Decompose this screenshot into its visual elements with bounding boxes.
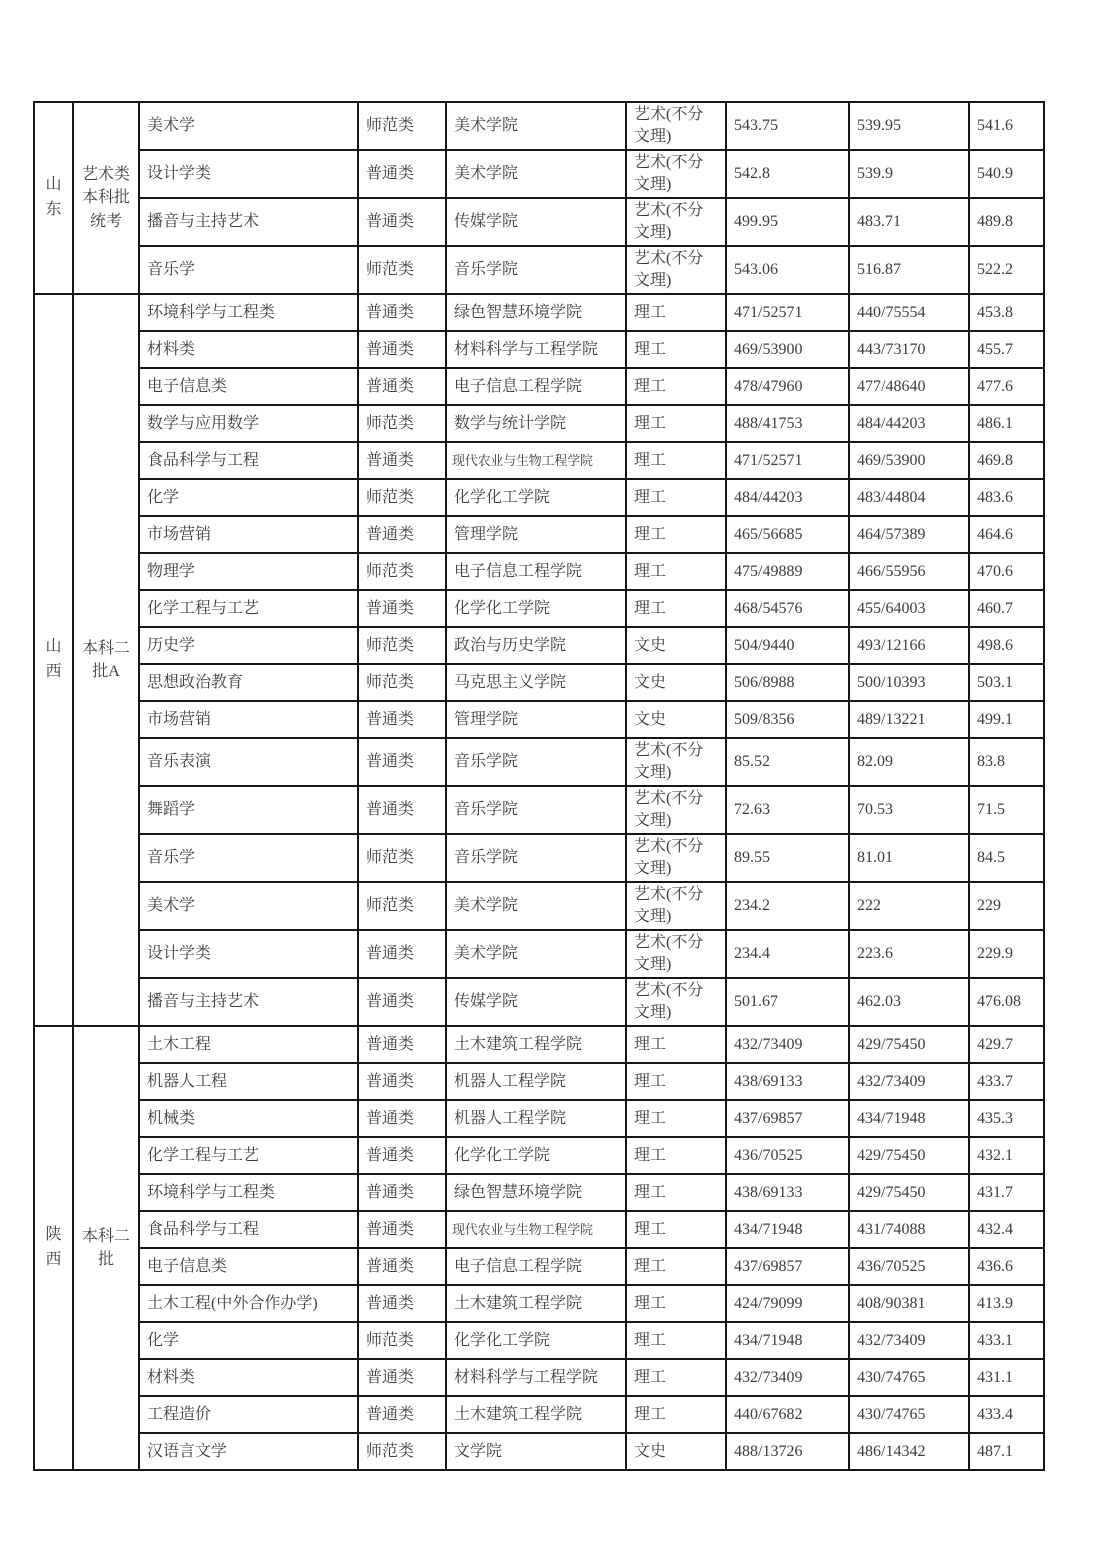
score-1-cell: 437/69857	[726, 1248, 849, 1285]
score-1-cell: 436/70525	[726, 1137, 849, 1174]
score-2-cell: 222	[849, 882, 969, 930]
subject-category-cell: 文史	[626, 627, 726, 664]
score-2-cell: 430/74765	[849, 1359, 969, 1396]
major-cell: 思想政治教育	[139, 664, 358, 701]
score-2-cell: 443/73170	[849, 331, 969, 368]
score-2-cell: 466/55956	[849, 553, 969, 590]
admission-type-cell: 普通类	[358, 294, 446, 331]
admission-type-cell: 普通类	[358, 1063, 446, 1100]
major-cell: 化学	[139, 1322, 358, 1359]
score-3-cell: 498.6	[969, 627, 1044, 664]
college-cell: 土木建筑工程学院	[446, 1285, 626, 1322]
major-cell: 机器人工程	[139, 1063, 358, 1100]
score-2-cell: 477/48640	[849, 368, 969, 405]
admission-type-cell: 师范类	[358, 664, 446, 701]
score-2-cell: 486/14342	[849, 1433, 969, 1470]
subject-category-cell: 理工	[626, 1322, 726, 1359]
college-cell: 美术学院	[446, 102, 626, 150]
table-row	[34, 1359, 1044, 1396]
table-row	[34, 664, 1044, 701]
score-2-cell: 539.95	[849, 102, 969, 150]
college-cell: 音乐学院	[446, 786, 626, 834]
subject-category-cell: 理工	[626, 1248, 726, 1285]
score-2-cell: 431/74088	[849, 1211, 969, 1248]
college-cell: 化学化工学院	[446, 1322, 626, 1359]
subject-category-cell: 理工	[626, 1211, 726, 1248]
subject-category-cell: 艺术(不分文理)	[626, 102, 726, 150]
score-2-cell: 469/53900	[849, 442, 969, 479]
major-cell: 播音与主持艺术	[139, 978, 358, 1026]
score-2-cell: 516.87	[849, 246, 969, 294]
province-cell	[34, 102, 73, 294]
college-cell: 美术学院	[446, 150, 626, 198]
college-cell: 土木建筑工程学院	[446, 1396, 626, 1433]
major-cell: 化学	[139, 479, 358, 516]
score-3-cell: 431.7	[969, 1174, 1044, 1211]
admission-score-table	[33, 101, 1045, 1471]
score-3-cell: 489.8	[969, 198, 1044, 246]
major-cell: 物理学	[139, 553, 358, 590]
admission-type-cell: 师范类	[358, 405, 446, 442]
admission-type-cell: 普通类	[358, 1359, 446, 1396]
score-2-cell: 483.71	[849, 198, 969, 246]
subject-category-cell: 理工	[626, 516, 726, 553]
score-2-cell: 464/57389	[849, 516, 969, 553]
score-1-cell: 488/13726	[726, 1433, 849, 1470]
admission-type-cell: 师范类	[358, 627, 446, 664]
admission-type-cell: 师范类	[358, 1322, 446, 1359]
score-3-cell: 432.4	[969, 1211, 1044, 1248]
college-cell: 材料科学与工程学院	[446, 331, 626, 368]
score-2-cell: 434/71948	[849, 1100, 969, 1137]
table-row	[34, 442, 1044, 479]
college-cell: 管理学院	[446, 516, 626, 553]
admission-type-cell: 普通类	[358, 1248, 446, 1285]
score-1-cell: 504/9440	[726, 627, 849, 664]
college-cell: 传媒学院	[446, 198, 626, 246]
score-2-cell: 455/64003	[849, 590, 969, 627]
score-3-cell: 433.4	[969, 1396, 1044, 1433]
score-1-cell: 434/71948	[726, 1211, 849, 1248]
subject-category-cell: 文史	[626, 1433, 726, 1470]
score-1-cell: 488/41753	[726, 405, 849, 442]
admission-type-cell: 普通类	[358, 368, 446, 405]
score-3-cell: 429.7	[969, 1026, 1044, 1063]
score-3-cell: 435.3	[969, 1100, 1044, 1137]
major-cell: 土木工程	[139, 1026, 358, 1063]
admission-type-cell: 普通类	[358, 516, 446, 553]
subject-category-cell: 理工	[626, 479, 726, 516]
major-cell: 材料类	[139, 1359, 358, 1396]
table-row	[34, 701, 1044, 738]
subject-category-cell: 理工	[626, 294, 726, 331]
score-2-cell: 432/73409	[849, 1063, 969, 1100]
subject-category-cell: 理工	[626, 1026, 726, 1063]
province-cell	[34, 1026, 73, 1470]
admission-type-cell: 师范类	[358, 834, 446, 882]
score-3-cell: 483.6	[969, 479, 1044, 516]
score-2-cell: 408/90381	[849, 1285, 969, 1322]
subject-category-cell: 艺术(不分文理)	[626, 930, 726, 978]
score-3-cell: 469.8	[969, 442, 1044, 479]
province-label: 陕西	[45, 1226, 62, 1268]
table-row	[34, 331, 1044, 368]
admission-type-cell: 普通类	[358, 930, 446, 978]
score-1-cell: 234.2	[726, 882, 849, 930]
score-2-cell: 429/75450	[849, 1174, 969, 1211]
score-3-cell: 486.1	[969, 405, 1044, 442]
admission-type-cell: 普通类	[358, 701, 446, 738]
table-row	[34, 1285, 1044, 1322]
score-2-cell: 436/70525	[849, 1248, 969, 1285]
table-row	[34, 198, 1044, 246]
score-1-cell: 438/69133	[726, 1174, 849, 1211]
college-cell: 化学化工学院	[446, 1137, 626, 1174]
score-2-cell: 440/75554	[849, 294, 969, 331]
table-row	[34, 479, 1044, 516]
table-row	[34, 405, 1044, 442]
score-1-cell: 471/52571	[726, 294, 849, 331]
college-cell: 现代农业与生物工程学院	[446, 1211, 626, 1248]
score-2-cell: 429/75450	[849, 1137, 969, 1174]
table-row	[34, 627, 1044, 664]
major-cell: 舞蹈学	[139, 786, 358, 834]
subject-category-cell: 理工	[626, 1063, 726, 1100]
major-cell: 电子信息类	[139, 368, 358, 405]
admission-type-cell: 普通类	[358, 1211, 446, 1248]
score-1-cell: 499.95	[726, 198, 849, 246]
major-cell: 食品科学与工程	[139, 1211, 358, 1248]
table-row	[34, 1063, 1044, 1100]
score-2-cell: 429/75450	[849, 1026, 969, 1063]
subject-category-cell: 理工	[626, 368, 726, 405]
score-1-cell: 475/49889	[726, 553, 849, 590]
admission-type-cell: 普通类	[358, 1396, 446, 1433]
score-2-cell: 430/74765	[849, 1396, 969, 1433]
score-3-cell: 431.1	[969, 1359, 1044, 1396]
college-cell: 机器人工程学院	[446, 1100, 626, 1137]
table-row	[34, 516, 1044, 553]
admission-type-cell: 师范类	[358, 102, 446, 150]
major-cell: 市场营销	[139, 701, 358, 738]
score-3-cell: 229	[969, 882, 1044, 930]
subject-category-cell: 艺术(不分文理)	[626, 834, 726, 882]
college-cell: 音乐学院	[446, 834, 626, 882]
major-cell: 食品科学与工程	[139, 442, 358, 479]
table-row	[34, 1100, 1044, 1137]
score-1-cell: 424/79099	[726, 1285, 849, 1322]
score-3-cell: 460.7	[969, 590, 1044, 627]
major-cell: 历史学	[139, 627, 358, 664]
score-3-cell: 83.8	[969, 738, 1044, 786]
major-cell: 土木工程(中外合作办学)	[139, 1285, 358, 1322]
subject-category-cell: 理工	[626, 1285, 726, 1322]
score-3-cell: 476.08	[969, 978, 1044, 1026]
table-row	[34, 738, 1044, 786]
score-3-cell: 503.1	[969, 664, 1044, 701]
major-cell: 音乐学	[139, 246, 358, 294]
subject-category-cell: 理工	[626, 442, 726, 479]
major-cell: 设计学类	[139, 150, 358, 198]
score-3-cell: 540.9	[969, 150, 1044, 198]
score-3-cell: 522.2	[969, 246, 1044, 294]
score-1-cell: 471/52571	[726, 442, 849, 479]
college-cell: 材料科学与工程学院	[446, 1359, 626, 1396]
major-cell: 机械类	[139, 1100, 358, 1137]
score-1-cell: 85.52	[726, 738, 849, 786]
score-1-cell: 468/54576	[726, 590, 849, 627]
college-cell: 管理学院	[446, 701, 626, 738]
score-1-cell: 484/44203	[726, 479, 849, 516]
table-row	[34, 294, 1044, 331]
score-3-cell: 432.1	[969, 1137, 1044, 1174]
college-cell: 电子信息工程学院	[446, 1248, 626, 1285]
admission-type-cell: 普通类	[358, 1100, 446, 1137]
major-cell: 材料类	[139, 331, 358, 368]
subject-category-cell: 理工	[626, 553, 726, 590]
score-2-cell: 223.6	[849, 930, 969, 978]
score-2-cell: 539.9	[849, 150, 969, 198]
college-cell: 化学化工学院	[446, 590, 626, 627]
subject-category-cell: 艺术(不分文理)	[626, 978, 726, 1026]
batch-cell: 艺术类本科批统考	[73, 102, 139, 294]
score-3-cell: 436.6	[969, 1248, 1044, 1285]
table-row	[34, 590, 1044, 627]
batch-cell: 本科二批	[73, 1026, 139, 1470]
table-row	[34, 1137, 1044, 1174]
score-3-cell: 487.1	[969, 1433, 1044, 1470]
college-cell: 机器人工程学院	[446, 1063, 626, 1100]
score-3-cell: 499.1	[969, 701, 1044, 738]
college-cell: 美术学院	[446, 882, 626, 930]
score-1-cell: 478/47960	[726, 368, 849, 405]
admission-type-cell: 师范类	[358, 479, 446, 516]
table-row	[34, 1322, 1044, 1359]
major-cell: 环境科学与工程类	[139, 294, 358, 331]
score-1-cell: 501.67	[726, 978, 849, 1026]
admission-type-cell: 师范类	[358, 882, 446, 930]
score-2-cell: 489/13221	[849, 701, 969, 738]
score-2-cell: 70.53	[849, 786, 969, 834]
college-cell: 数学与统计学院	[446, 405, 626, 442]
score-2-cell: 500/10393	[849, 664, 969, 701]
score-1-cell: 432/73409	[726, 1359, 849, 1396]
college-cell: 电子信息工程学院	[446, 553, 626, 590]
college-cell: 绿色智慧环境学院	[446, 1174, 626, 1211]
college-cell: 文学院	[446, 1433, 626, 1470]
table-row	[34, 1026, 1044, 1063]
score-3-cell: 455.7	[969, 331, 1044, 368]
major-cell: 电子信息类	[139, 1248, 358, 1285]
score-1-cell: 440/67682	[726, 1396, 849, 1433]
table-row	[34, 978, 1044, 1026]
major-cell: 数学与应用数学	[139, 405, 358, 442]
score-3-cell: 464.6	[969, 516, 1044, 553]
score-1-cell: 465/56685	[726, 516, 849, 553]
subject-category-cell: 文史	[626, 664, 726, 701]
admission-type-cell: 普通类	[358, 786, 446, 834]
subject-category-cell: 艺术(不分文理)	[626, 738, 726, 786]
college-cell: 美术学院	[446, 930, 626, 978]
score-2-cell: 82.09	[849, 738, 969, 786]
admission-type-cell: 普通类	[358, 1137, 446, 1174]
province-label: 山东	[45, 176, 62, 218]
college-cell: 马克思主义学院	[446, 664, 626, 701]
major-cell: 设计学类	[139, 930, 358, 978]
table-row	[34, 882, 1044, 930]
admission-type-cell: 普通类	[358, 978, 446, 1026]
score-2-cell: 462.03	[849, 978, 969, 1026]
major-cell: 美术学	[139, 102, 358, 150]
table-row	[34, 1174, 1044, 1211]
table-row	[34, 1433, 1044, 1470]
table-body	[34, 102, 1044, 1470]
score-1-cell: 509/8356	[726, 701, 849, 738]
major-cell: 市场营销	[139, 516, 358, 553]
admission-type-cell: 普通类	[358, 331, 446, 368]
score-1-cell: 72.63	[726, 786, 849, 834]
score-2-cell: 432/73409	[849, 1322, 969, 1359]
admission-type-cell: 普通类	[358, 198, 446, 246]
table-row	[34, 1396, 1044, 1433]
subject-category-cell: 艺术(不分文理)	[626, 246, 726, 294]
table-row	[34, 1248, 1044, 1285]
table-row	[34, 150, 1044, 198]
score-1-cell: 234.4	[726, 930, 849, 978]
major-cell: 音乐表演	[139, 738, 358, 786]
score-1-cell: 89.55	[726, 834, 849, 882]
major-cell: 汉语言文学	[139, 1433, 358, 1470]
subject-category-cell: 艺术(不分文理)	[626, 198, 726, 246]
table-row	[34, 834, 1044, 882]
admission-type-cell: 师范类	[358, 246, 446, 294]
admission-type-cell: 普通类	[358, 442, 446, 479]
table-row	[34, 246, 1044, 294]
college-cell: 电子信息工程学院	[446, 368, 626, 405]
score-3-cell: 433.1	[969, 1322, 1044, 1359]
score-3-cell: 541.6	[969, 102, 1044, 150]
score-3-cell: 84.5	[969, 834, 1044, 882]
batch-cell: 本科二批A	[73, 294, 139, 1026]
score-1-cell: 434/71948	[726, 1322, 849, 1359]
subject-category-cell: 理工	[626, 1137, 726, 1174]
college-cell: 音乐学院	[446, 246, 626, 294]
admission-type-cell: 师范类	[358, 553, 446, 590]
score-1-cell: 542.8	[726, 150, 849, 198]
subject-category-cell: 艺术(不分文理)	[626, 882, 726, 930]
subject-category-cell: 理工	[626, 331, 726, 368]
score-3-cell: 477.6	[969, 368, 1044, 405]
score-1-cell: 432/73409	[726, 1026, 849, 1063]
province-label: 山西	[45, 638, 62, 680]
subject-category-cell: 理工	[626, 405, 726, 442]
score-1-cell: 438/69133	[726, 1063, 849, 1100]
admission-type-cell: 普通类	[358, 1174, 446, 1211]
score-1-cell: 543.06	[726, 246, 849, 294]
admission-type-cell: 普通类	[358, 738, 446, 786]
province-cell	[34, 294, 73, 1026]
subject-category-cell: 理工	[626, 1100, 726, 1137]
table-row	[34, 102, 1044, 150]
score-2-cell: 493/12166	[849, 627, 969, 664]
score-3-cell: 71.5	[969, 786, 1044, 834]
score-3-cell: 470.6	[969, 553, 1044, 590]
score-3-cell: 413.9	[969, 1285, 1044, 1322]
score-3-cell: 433.7	[969, 1063, 1044, 1100]
college-cell: 绿色智慧环境学院	[446, 294, 626, 331]
table-row	[34, 553, 1044, 590]
college-cell: 传媒学院	[446, 978, 626, 1026]
score-2-cell: 81.01	[849, 834, 969, 882]
admission-type-cell: 普通类	[358, 1026, 446, 1063]
major-cell: 音乐学	[139, 834, 358, 882]
college-cell: 土木建筑工程学院	[446, 1026, 626, 1063]
admission-type-cell: 师范类	[358, 1433, 446, 1470]
subject-category-cell: 理工	[626, 1174, 726, 1211]
score-1-cell: 469/53900	[726, 331, 849, 368]
major-cell: 工程造价	[139, 1396, 358, 1433]
score-1-cell: 506/8988	[726, 664, 849, 701]
subject-category-cell: 理工	[626, 1396, 726, 1433]
college-cell: 化学化工学院	[446, 479, 626, 516]
admission-type-cell: 普通类	[358, 1285, 446, 1322]
score-1-cell: 437/69857	[726, 1100, 849, 1137]
college-cell: 现代农业与生物工程学院	[446, 442, 626, 479]
college-cell: 政治与历史学院	[446, 627, 626, 664]
subject-category-cell: 艺术(不分文理)	[626, 786, 726, 834]
table-row	[34, 786, 1044, 834]
major-cell: 化学工程与工艺	[139, 1137, 358, 1174]
score-3-cell: 453.8	[969, 294, 1044, 331]
subject-category-cell: 理工	[626, 1359, 726, 1396]
table-row	[34, 930, 1044, 978]
score-2-cell: 484/44203	[849, 405, 969, 442]
subject-category-cell: 文史	[626, 701, 726, 738]
table-row	[34, 368, 1044, 405]
score-1-cell: 543.75	[726, 102, 849, 150]
subject-category-cell: 艺术(不分文理)	[626, 150, 726, 198]
admission-type-cell: 普通类	[358, 150, 446, 198]
score-2-cell: 483/44804	[849, 479, 969, 516]
major-cell: 美术学	[139, 882, 358, 930]
table-row	[34, 1211, 1044, 1248]
major-cell: 化学工程与工艺	[139, 590, 358, 627]
score-3-cell: 229.9	[969, 930, 1044, 978]
admission-type-cell: 普通类	[358, 590, 446, 627]
college-cell: 音乐学院	[446, 738, 626, 786]
major-cell: 播音与主持艺术	[139, 198, 358, 246]
subject-category-cell: 理工	[626, 590, 726, 627]
major-cell: 环境科学与工程类	[139, 1174, 358, 1211]
